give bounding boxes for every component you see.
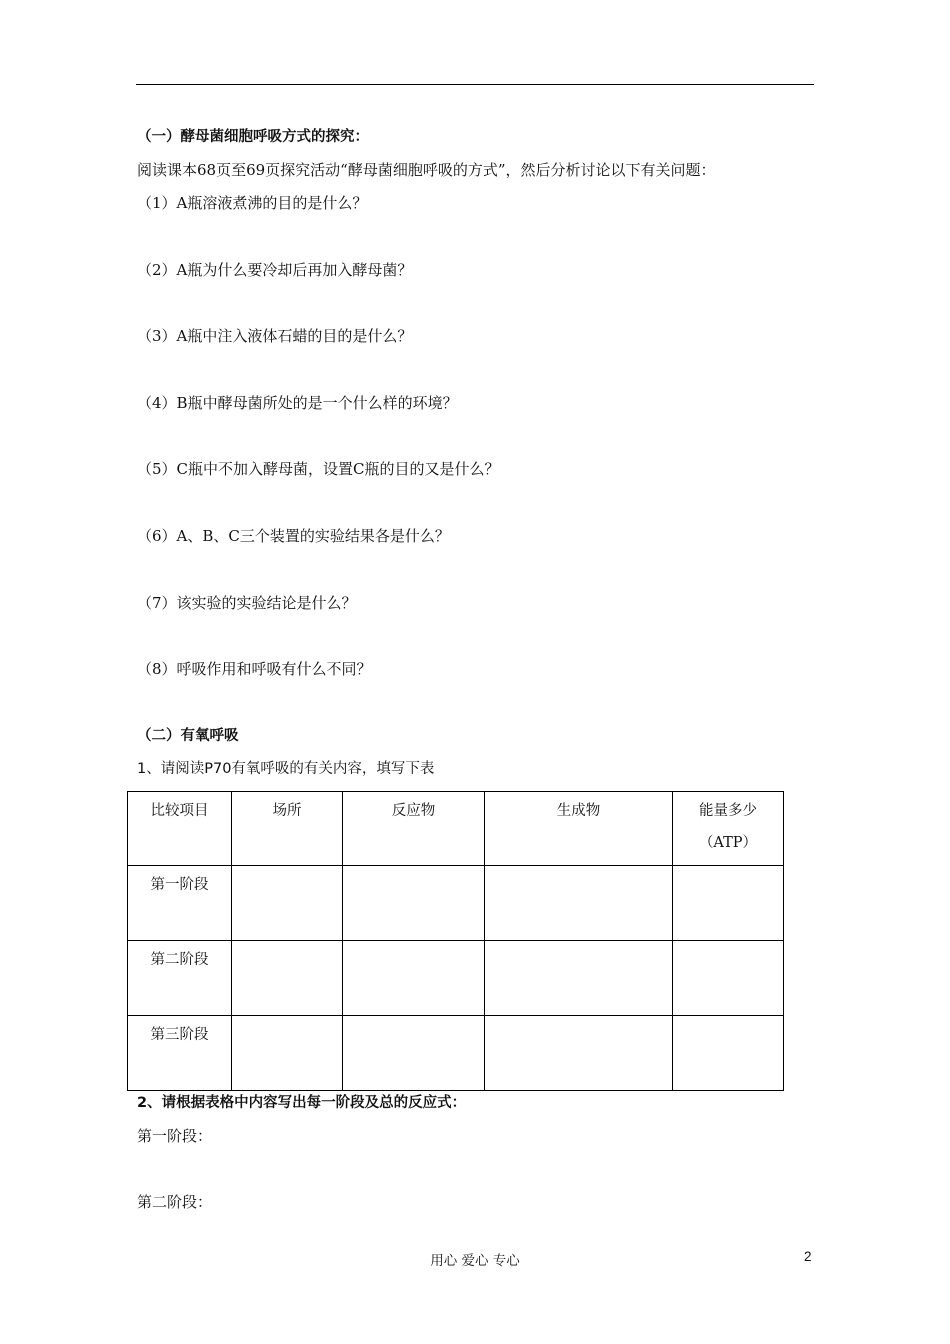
table-cell [673,941,784,1016]
section2-instruction-1: 1、请阅读P70有氧呼吸的有关内容，填写下表 [137,761,435,777]
question-6: （6）A、B、C三个装置的实验结果各是什么？ [137,527,450,545]
row-label-stage-1: 第一阶段 [128,866,232,941]
table-cell [343,866,485,941]
table-cell [343,1016,485,1091]
header-rule [136,84,814,85]
section1-title: （一）酵母菌细胞呼吸方式的探究： [137,129,369,145]
header-comparison-item: 比较项目 [128,792,232,866]
row-label-stage-3: 第三阶段 [128,1016,232,1091]
question-2: （2）A瓶为什么要冷却后再加入酵母菌？ [137,261,413,279]
question-3: （3）A瓶中注入液体石蜡的目的是什么？ [137,327,413,345]
table-cell [485,866,673,941]
header-reactants: 反应物 [343,792,485,866]
table-row [128,866,784,941]
table-row [128,1016,784,1091]
table-header-row [128,792,784,866]
stage-1-equation-label: 第一阶段： [137,1127,213,1145]
table-cell [673,1016,784,1091]
section1-intro: 阅读课本68页至69页探究活动“酵母菌细胞呼吸的方式”，然后分析讨论以下有关问题： [137,161,716,179]
section2-instruction-2: 2、请根据表格中内容写出每一阶段及总的反应式： [137,1095,467,1111]
table-cell [343,941,485,1016]
table-cell [232,866,343,941]
question-5: （5）C瓶中不加入酵母菌，设置C瓶的目的又是什么？ [137,460,500,478]
question-1: （1）A瓶溶液煮沸的目的是什么？ [137,194,368,212]
page-number: 2 [804,1249,812,1264]
table-cell [673,866,784,941]
table-cell [232,941,343,1016]
table-cell [485,1016,673,1091]
section2-title: （二）有氧呼吸 [137,728,239,744]
footer-motto: 用心 爱心 专心 [430,1253,520,1269]
header-energy-unit: （ATP） [698,835,758,851]
table-cell [485,941,673,1016]
table-row [128,941,784,1016]
question-8: （8）呼吸作用和呼吸有什么不同？ [137,660,372,678]
header-energy-label: 能量多少 [699,803,757,819]
header-products: 生成物 [485,792,673,866]
aerobic-respiration-table [127,791,784,1091]
stage-2-equation-label: 第二阶段： [137,1193,213,1211]
table-cell [232,1016,343,1091]
row-label-stage-2: 第二阶段 [128,941,232,1016]
question-7: （7）该实验的实验结论是什么？ [137,594,357,612]
header-energy [673,792,784,866]
question-4: （4）B瓶中酵母菌所处的是一个什么样的环境？ [137,394,458,412]
header-location: 场所 [232,792,343,866]
